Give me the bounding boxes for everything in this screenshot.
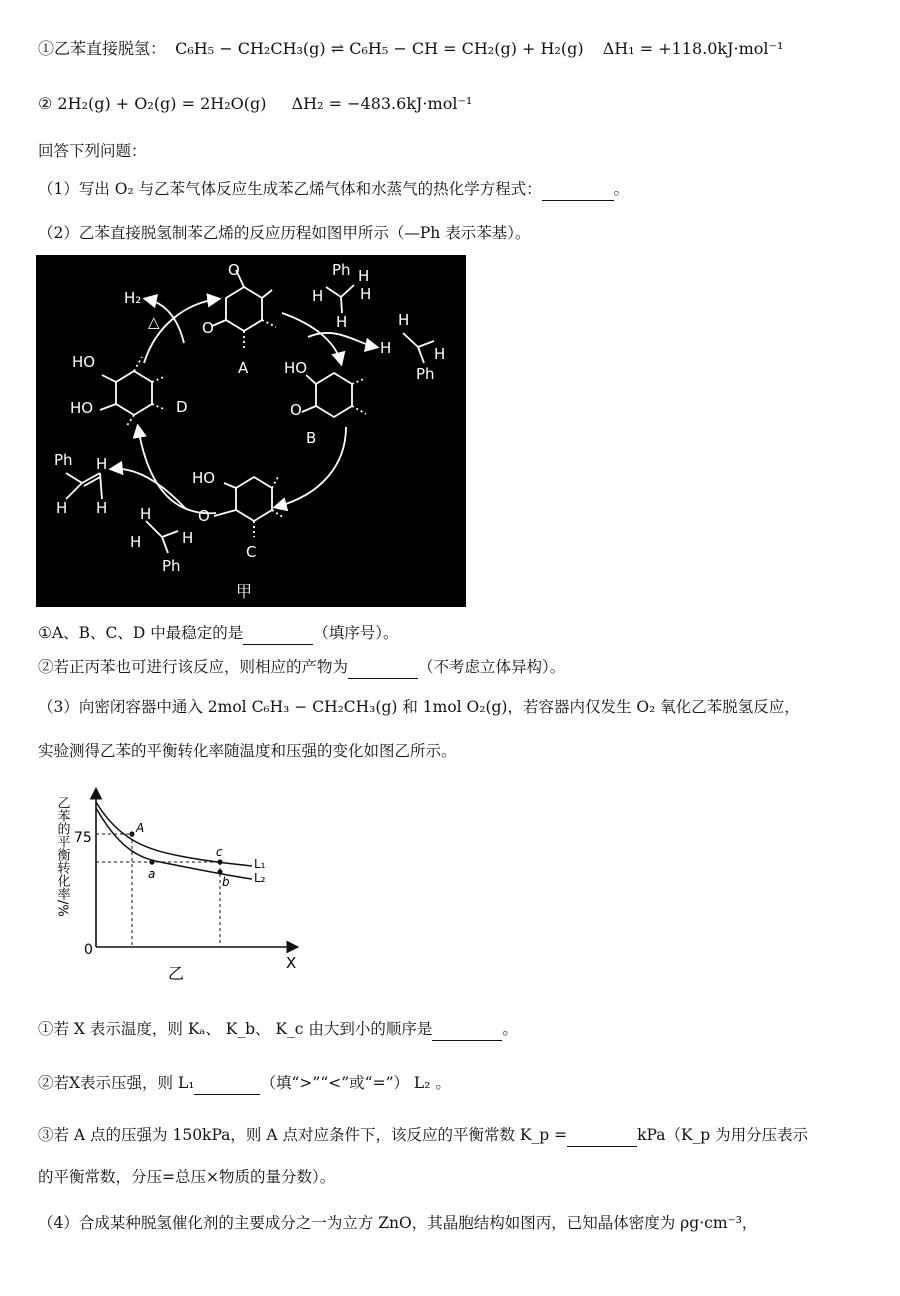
reaction-1-enthalpy: ΔH₁ = +118.0kJ·mol⁻¹ xyxy=(602,39,784,58)
question-2-1 xyxy=(38,622,398,645)
question-3-line-2: 实验测得乙苯的平衡转化率随温度和压强的变化如图乙所示。 xyxy=(38,742,457,760)
label-o: O xyxy=(202,319,214,337)
question-3-line-1: （3）向密闭容器中通入 2mol C₆H₃ − CH₂CH₃(g) 和 1mol O₂(g)，若容器内仅发生 O₂ 氧化乙苯脱氢反应， xyxy=(38,698,800,716)
label-h: H xyxy=(336,313,348,331)
label-d: D xyxy=(176,398,188,416)
answer-blank[interactable] xyxy=(348,656,418,679)
label-h2: H₂ xyxy=(124,289,142,307)
instruction: 回答下列问题： xyxy=(38,142,147,160)
chart-svg xyxy=(40,782,310,982)
label-ho: HO xyxy=(284,359,308,377)
point-A-label: A xyxy=(136,821,145,835)
label-h: H xyxy=(380,339,392,357)
question-3-3-text: ③若 A 点的压强为 150kPa，则 A 点对应条件下，该反应的平衡常数 K_p = xyxy=(38,1126,568,1144)
question-2-1-end: （填序号）。 xyxy=(313,624,399,642)
label-ph: Ph xyxy=(54,451,73,469)
question-3-3-unit: kPa（K_p 为用分压表示 xyxy=(637,1126,809,1144)
given-reaction-2 xyxy=(38,93,472,115)
ring-b-icon xyxy=(316,373,352,417)
question-2-2-text: ②若正丙苯也可进行该反应，则相应的产物为 xyxy=(38,658,349,676)
label-ph: Ph xyxy=(332,261,351,279)
origin-label: 0 xyxy=(84,942,93,958)
question-3-3-continued: 的平衡常数，分压=总压×物质的量分数）。 xyxy=(38,1168,336,1186)
question-1 xyxy=(38,178,629,201)
question-3-2-end: （填“>”“<”或“=”） L₂ 。 xyxy=(260,1074,451,1092)
question-2-1-text: ①A、B、C、D 中最稳定的是 xyxy=(38,624,244,642)
label-h: H xyxy=(358,267,370,285)
point-b xyxy=(217,869,222,874)
label-o: O xyxy=(198,507,210,525)
question-3-1-text: ①若 X 表示温度，则 Kₐ、 K_b、 K_c 由大到小的顺序是 xyxy=(38,1020,433,1038)
label-b: B xyxy=(306,429,317,447)
answer-blank[interactable] xyxy=(567,1124,637,1147)
series-l2-line xyxy=(96,808,252,879)
y-tick-75: 75 xyxy=(74,830,92,846)
answer-blank[interactable] xyxy=(243,622,313,645)
conversion-chart xyxy=(40,782,310,982)
label-h: H xyxy=(398,311,410,329)
series-l1-line xyxy=(96,802,252,866)
point-a xyxy=(149,859,154,864)
question-2-2 xyxy=(38,656,565,679)
label-ho: HO xyxy=(72,353,96,371)
label-h: H xyxy=(182,529,194,547)
question-2: （2）乙苯直接脱氢制苯乙烯的反应历程如图甲所示（—Ph 表示苯基）。 xyxy=(38,224,531,242)
reaction-1-equation: C₆H₅ − CH₂CH₃(g) ⇌ C₆H₅ − CH = CH₂(g) + H₂(g) xyxy=(175,39,584,58)
point-c-label: c xyxy=(216,845,223,859)
label-ho: HO xyxy=(192,469,216,487)
point-b-label: b xyxy=(222,875,230,889)
label-h: H xyxy=(360,285,372,303)
label-o: O xyxy=(228,261,240,279)
label-delta: △ xyxy=(148,313,160,331)
label-h: H xyxy=(130,533,142,551)
answer-blank[interactable] xyxy=(542,178,614,201)
label-ho: HO xyxy=(70,399,94,417)
given-reaction-1 xyxy=(38,38,783,60)
legend-l2: L₂ xyxy=(254,871,266,885)
label-h: H xyxy=(96,455,108,473)
reaction-1-prefix: ①乙苯直接脱氢： xyxy=(38,39,167,58)
ring-d-icon xyxy=(116,371,152,415)
ring-c-icon xyxy=(236,477,272,521)
label-h: H xyxy=(140,505,152,523)
x-axis-label: X xyxy=(286,954,297,972)
label-c: C xyxy=(246,543,257,561)
point-A xyxy=(129,831,134,836)
label-o: O xyxy=(290,401,302,419)
reaction-2-equation: ② 2H₂(g) + O₂(g) = 2H₂O(g) xyxy=(38,94,267,113)
label-h: H xyxy=(312,287,324,305)
ring-a-icon xyxy=(226,287,262,331)
label-h: H xyxy=(56,499,68,517)
question-3-2-text: ②若X表示压强，则 L₁ xyxy=(38,1074,195,1092)
question-3-1 xyxy=(38,1018,518,1041)
label-ph: Ph xyxy=(162,557,181,575)
question-3-3 xyxy=(38,1124,808,1147)
reaction-2-enthalpy: ΔH₂ = −483.6kJ·mol⁻¹ xyxy=(291,94,473,113)
label-h: H xyxy=(96,499,108,517)
question-1-end: 。 xyxy=(613,180,630,198)
question-1-text: （1）写出 O₂ 与乙苯气体反应生成苯乙烯气体和水蒸气的热化学方程式： xyxy=(38,180,542,198)
answer-blank[interactable] xyxy=(432,1018,502,1041)
question-3-1-end: 。 xyxy=(502,1020,518,1038)
answer-blank[interactable] xyxy=(194,1072,260,1095)
label-a: A xyxy=(238,359,249,377)
point-c xyxy=(217,859,222,864)
mechanism-svg xyxy=(36,255,466,607)
legend-l1: L₁ xyxy=(254,857,266,871)
question-4: （4）合成某种脱氢催化剂的主要成分之一为立方 ZnO，其晶胞结构如图丙，已知晶体密度为 ρg·cm⁻³， xyxy=(38,1214,758,1232)
point-a-label: a xyxy=(148,867,156,881)
label-h: H xyxy=(434,345,446,363)
reaction-mechanism-figure xyxy=(36,255,466,607)
figure-caption-yi: 乙 xyxy=(168,964,185,982)
question-3-2 xyxy=(38,1072,451,1095)
figure-caption-jia: 甲 xyxy=(236,582,253,601)
label-ph: Ph xyxy=(416,365,435,383)
y-axis-label: 乙苯的平衡转化率/% xyxy=(54,796,70,917)
question-2-2-end: （不考虑立体异构）。 xyxy=(418,658,566,676)
